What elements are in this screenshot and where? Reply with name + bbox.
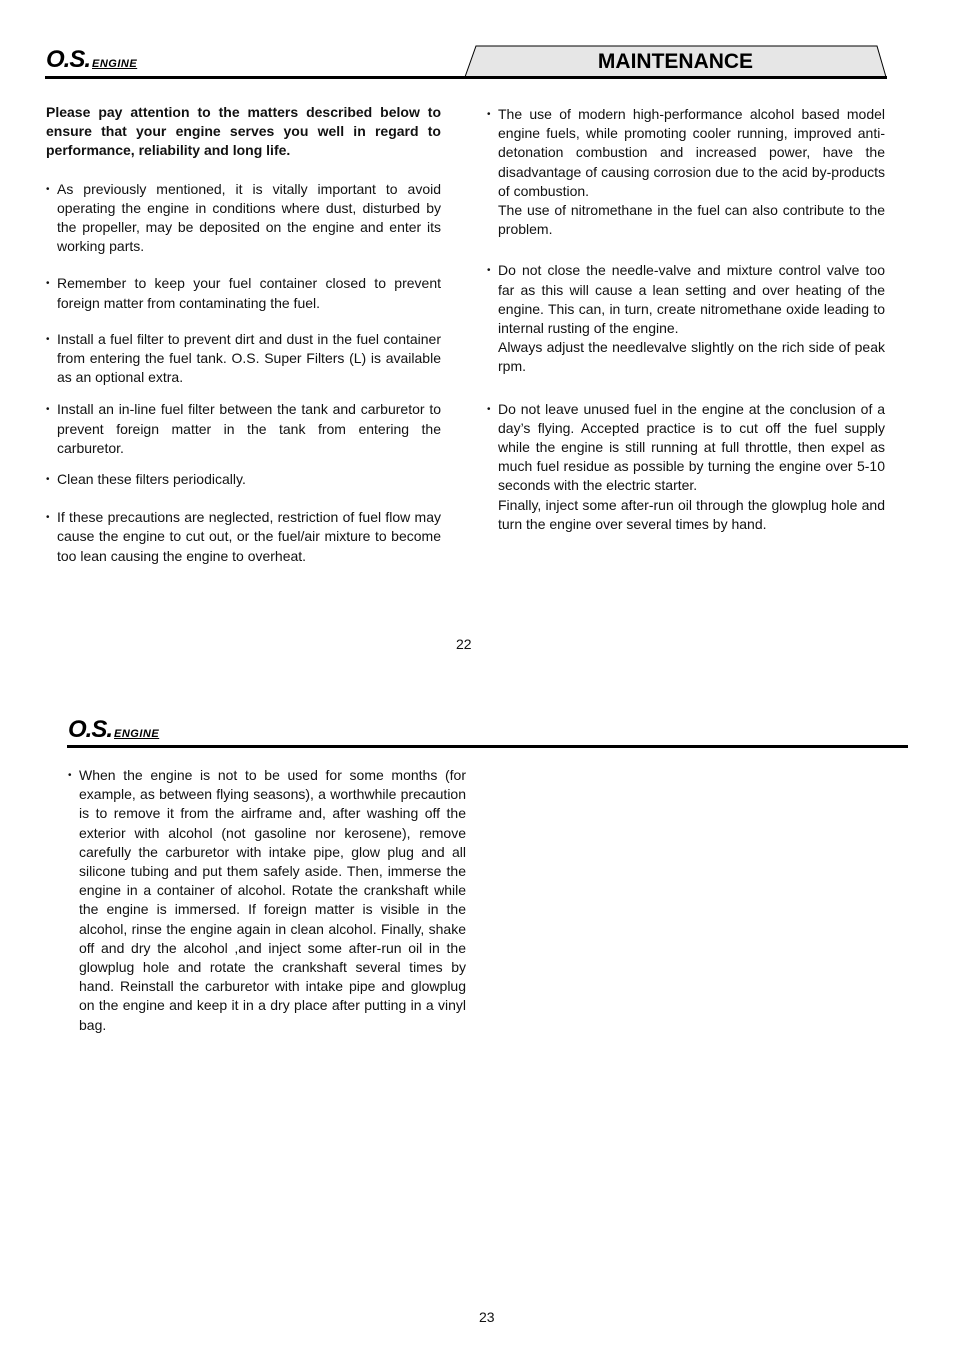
bullet: •: [46, 183, 50, 195]
list-item-text: The use of modern high-performance alcohol based model engine fuels, while promoting cooler running, improved anti-detonation combustion and increased power, have the disadvantage of causing corrosion due to the acid by-products of combustion.: [498, 106, 885, 199]
bullet: •: [46, 404, 50, 416]
list-item: [46, 330, 441, 388]
list-item-text: As previously mentioned, it is vitally important to avoid operating the engine in conditions where dust, disturbed by the propeller, may be deposited on the engine and enter its working parts.: [57, 180, 441, 255]
intro-text: Please pay attention to the matters described below to ensure that your engine serves you well in regard to performance, reliability and long life.: [46, 104, 441, 159]
list-item: [46, 180, 441, 257]
left-column: [46, 103, 441, 566]
logo-sub-text: ENGINE: [114, 728, 160, 740]
bullet: •: [487, 403, 491, 415]
list-item-text: Do not leave unused fuel in the engine at the conclusion of a day’s flying. Accepted practice is to cut off the fuel supply while the engine is still running at full throttle, then expel as much fuel residue as possible by turning the engine over 5-10 seconds with the electric starter.: [498, 400, 885, 494]
section-title: MAINTENANCE: [597, 50, 754, 73]
list-item: [46, 470, 441, 489]
header-rule: [67, 745, 908, 748]
list-item-text: Remember to keep your fuel container closed to prevent foreign matter from contaminating the fuel.: [57, 275, 441, 311]
bullet: •: [46, 474, 50, 486]
list-item: [46, 400, 441, 458]
list-item-text: If these precautions are neglected, restriction of fuel flow may cause the engine to cut out, or the fuel/air mixture to become too lean causing the engine to overheat.: [57, 509, 441, 564]
bullet: •: [487, 109, 491, 120]
list-item-text: Install a fuel filter to prevent dirt and dust in the fuel container from entering the fuel tank. O.S. Super Filters (L) is available as an optional extra.: [57, 330, 441, 386]
list-item-text: Clean these filters periodically.: [57, 471, 246, 488]
list-item: [487, 105, 885, 239]
list-item: [46, 274, 441, 312]
list-item: [68, 766, 466, 1035]
page-23: [0, 675, 954, 1350]
os-engine-logo: [68, 718, 159, 742]
list-item: [487, 261, 885, 376]
logo-sub-text: ENGINE: [92, 58, 138, 70]
page-number: 23: [479, 1309, 495, 1325]
list-item-text-continued: Always adjust the needlevalve slightly on the rich side of peak rpm.: [498, 339, 885, 375]
list-item: [487, 400, 885, 534]
right-column: [487, 105, 885, 534]
logo-main-text: O.S.: [68, 716, 113, 743]
list-item-text-continued: Finally, inject some after-run oil through the glowplug hole and turn the engine over several times by hand.: [498, 496, 885, 532]
list-item: [46, 508, 441, 566]
list-item-text-continued: The use of nitromethane in the fuel can also contribute to the problem.: [498, 202, 885, 238]
page-number: 22: [456, 636, 472, 652]
header-rule: [45, 76, 887, 79]
bullet: •: [46, 512, 50, 524]
list-item-text: Do not close the needle-valve and mixture control valve too far as this will cause a lean setting and over heating of the engine. This can, in turn, create nitromethane oxide leading to internal rusting of the engine.: [498, 262, 885, 337]
bullet: •: [46, 278, 50, 290]
list-item-text: When the engine is not to be used for some months (for example, as between flying seasons), a worthwhile precaution is to remove it from the airframe and, after washing off the exterior with alcohol (not gasoline nor kerosene), remove carefully the carburetor with intake pipe, glow plug and all silicone tubing and put them safely aside. Then, immerse the engine in a container of alcohol. Rotate the crankshaft while the engine is immersed. If foreign matter is visible in the alcohol, rinse the engine again in clean alcohol. Finally, shake off and dry the alcohol ,and inject some after-run oil in the glowplug hole and rotate the crankshaft several times by hand. Reinstall the carburetor with intake pipe and glowplug on the engine and keep it in a dry place after putting in a vinyl bag.: [79, 767, 466, 1033]
main-column: [68, 766, 466, 1035]
bullet: •: [46, 333, 50, 345]
section-header-tab: [464, 45, 887, 78]
logo-main-text: O.S.: [46, 46, 91, 73]
bullet: •: [487, 265, 491, 277]
list-item-text: Install an in-line fuel filter between the tank and carburetor to prevent foreign matter in the tank from entering the carburetor.: [57, 401, 441, 456]
bullet: •: [68, 770, 72, 781]
os-engine-logo: [46, 48, 137, 72]
